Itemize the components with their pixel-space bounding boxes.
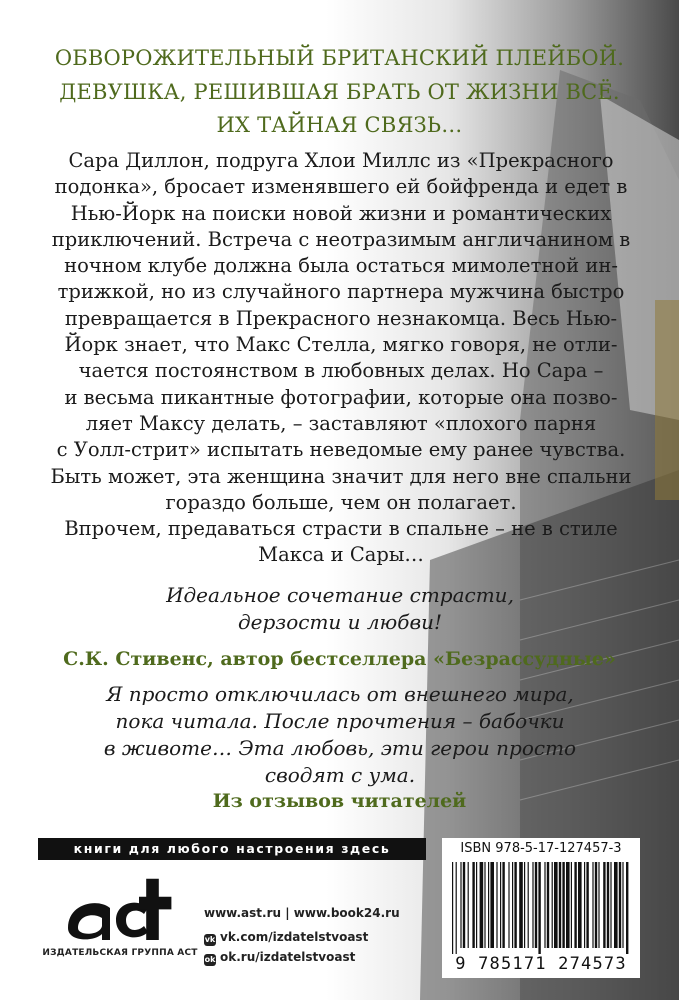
headline-line-1: ОБВОРОЖИТЕЛЬНЫЙ БРИТАНСКИЙ ПЛЕЙБОЙ. <box>54 46 625 70</box>
review-quote-2 <box>60 681 620 789</box>
blurb-line: Быть может, эта женщина значит для него вне спальни <box>50 464 632 488</box>
blurb-line: Сара Диллон, подруга Хлои Миллс из «Прекрасного <box>68 149 614 172</box>
ok-link-text: ok.ru/izdatelstvoast <box>220 950 356 964</box>
headline-line-3: ИХ ТАЙНАЯ СВЯЗЬ… <box>216 113 463 137</box>
blurb-line: приключений. Встреча с неотразимым англичанином в <box>51 227 631 251</box>
book-blurb <box>46 148 636 516</box>
vk-icon: vk <box>204 935 216 944</box>
review-quote-1 <box>60 582 620 636</box>
blurb-closing-line: Впрочем, предаваться страсти в спальне – не в стиле <box>64 517 618 540</box>
headline-line-2: ДЕВУШКА, РЕШИВШАЯ БРАТЬ ОТ ЖИЗНИ ВСЁ. <box>59 80 620 104</box>
quote-line: дерзости и любви! <box>237 610 442 634</box>
blurb-closing <box>46 516 636 569</box>
isbn-barcode-block <box>442 838 640 978</box>
publisher-name: ИЗДАТЕЛЬСКАЯ ГРУППА АСТ <box>42 948 198 958</box>
blurb-line: Нью-Йорк на поиски новой жизни и романтических <box>70 201 612 225</box>
isbn-number: ISBN 978-5-17-127457-3 <box>460 841 622 856</box>
quote-line: Идеальное сочетание страсти, <box>166 583 514 607</box>
ean-barcode <box>448 862 634 954</box>
quote-line: сводят с ума. <box>264 763 416 787</box>
quote-line: пока читала. После прочтения – бабочки <box>115 709 565 733</box>
ast-logo-mark <box>58 868 178 948</box>
blurb-line: трижкой, но из случайного партнера мужчина быстро <box>57 280 625 304</box>
blurb-line: ночном клубе должна была остаться мимолетной ин- <box>64 254 618 278</box>
blurb-line: Йорк знает, что Макс Стелла, мягко говоря, не отли- <box>64 333 618 357</box>
ok-icon: ok <box>204 955 216 964</box>
vk-link-text: vk.com/izdatelstvoast <box>220 930 369 944</box>
quote-line: в животе… Эта любовь, эти герои просто <box>103 736 577 760</box>
blurb-closing-line: Макса и Сары… <box>258 543 424 567</box>
blurb-line: чается постоянством в любовных делах. Но Сара – <box>78 359 604 383</box>
barcode-digits: 9 785171 274573 <box>455 954 627 974</box>
blurb-line: ляет Максу делать, – заставляют «плохого парня <box>85 411 597 435</box>
blurb-line: гораздо больше, чем он полагает. <box>165 490 517 514</box>
publisher-websites[interactable]: www.ast.ru | www.book24.ru <box>204 906 400 920</box>
blurb-line: подонка», бросает изменявшего ей бойфренда и едет в <box>54 175 628 199</box>
quote-2-attribution: Из отзывов читателей <box>212 790 467 812</box>
blurb-line: и весьма пикантные фотографии, которые она позво- <box>64 385 618 409</box>
ok-link[interactable] <box>204 950 355 966</box>
vk-link[interactable] <box>204 930 368 946</box>
blurb-line: с Уолл-стрит» испытать неведомые ему ранее чувства. <box>56 438 626 462</box>
quote-line: Я просто отключилась от внешнего мира, <box>106 682 574 706</box>
ast-logo <box>58 868 178 952</box>
blurb-line: превращается в Прекрасного незнакомца. Весь Нью- <box>64 306 618 330</box>
slogan-banner: книги для любого настроения здесь <box>38 838 426 860</box>
quote-1-attribution: С.К. Стивенс, автор бестселлера «Безрассудные» <box>63 648 616 670</box>
